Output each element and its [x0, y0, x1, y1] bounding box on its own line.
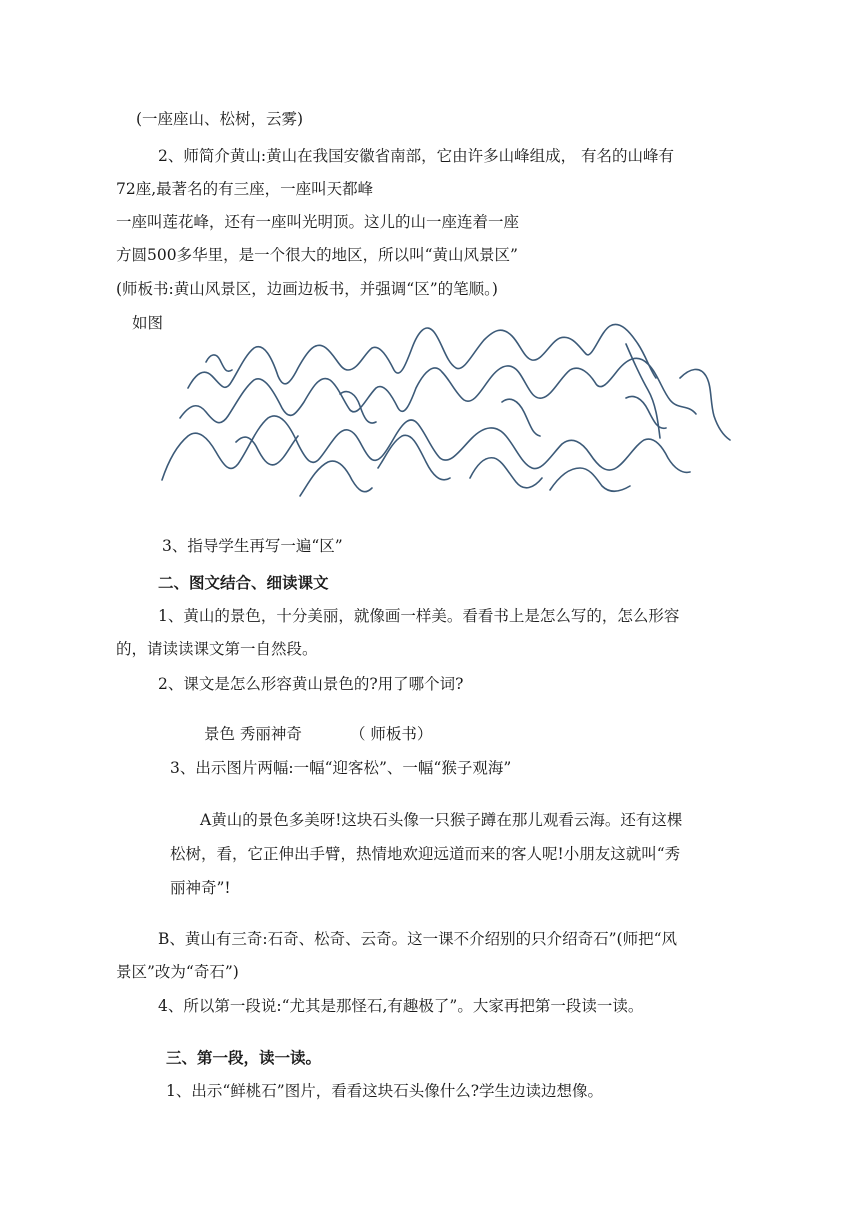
- line-area: 方圆500多华里，是一个很大的地区，所以叫“黄山风景区”: [116, 246, 518, 264]
- mountain-ridge-line: [680, 369, 730, 440]
- mountain-ridge-line: [162, 416, 690, 480]
- section-heading-2: 二、图文结合、细读课文: [158, 573, 329, 592]
- mountain-ridge-line: [626, 397, 666, 429]
- line-intro-items: (一座座山、松树，云雾): [136, 110, 304, 128]
- mountain-sketch: [140, 318, 740, 503]
- para-a-line-3: 丽神奇”!: [170, 879, 231, 897]
- para-b-line-1: B、黄山有三奇:石奇、松奇、云奇。这一课不介绍别的只介绍奇石”(师把“风: [158, 930, 678, 948]
- para-a-line-2: 松树，看，它正伸出手臂，热情地欢迎远道而来的客人呢!小朋友这就叫“秀: [170, 845, 681, 863]
- mountain-ridge-line: [206, 355, 232, 371]
- line-peaks-count: 72座,最著名的有三座，一座叫天都峰: [116, 180, 374, 198]
- mountain-ridge-line: [236, 436, 298, 465]
- mountain-ridge-line: [300, 461, 372, 496]
- para-b-line-2: 景区”改为“奇石”): [116, 963, 239, 981]
- para-2: 2、课文是怎么形容黄山景色的?用了哪个词?: [158, 675, 464, 693]
- para-5: 1、出示“鲜桃石”图片，看看这块石头像什么?学生边读边想像。: [166, 1082, 604, 1100]
- para-a-line-1: A黄山的景色多美呀!这块石头像一只猴子蹲在那儿观看云海。还有这棵: [200, 811, 683, 829]
- para-1-line-2: 的，请读读课文第一自然段。: [116, 640, 318, 658]
- line-board-note: (师板书:黄山风景区，边画边板书，并强调“区”的笔顺。): [116, 280, 498, 298]
- line-intro-huangshan: 2、师简介黄山:黄山在我国安徽省南部，它由许多山峰组成， 有名的山峰有: [158, 147, 675, 165]
- line-peak-names: 一座叫莲花峰，还有一座叫光明顶。这儿的山一座连着一座: [116, 213, 520, 231]
- line-write-again: 3、指导学生再写一遍“区”: [162, 537, 343, 555]
- board-text-note: （ 师板书）: [350, 725, 433, 743]
- mountain-ridge-line: [180, 358, 696, 422]
- mountain-ridge-line: [340, 392, 376, 423]
- section-heading-3: 三、第一段，读一读。: [166, 1048, 322, 1067]
- para-3: 3、出示图片两幅:一幅“迎客松”、一幅“猴子观海”: [170, 759, 512, 777]
- para-1-line-1: 1、黄山的景色，十分美丽，就像画一样美。看看书上是怎么写的，怎么形容: [158, 607, 680, 625]
- mountain-ridge-line: [626, 344, 660, 438]
- mountain-ridge-line: [502, 399, 540, 436]
- board-text-scenery: 景色 秀丽神奇: [204, 725, 302, 743]
- mountain-ridge-line: [470, 458, 542, 488]
- line-as-shown: 如图: [132, 314, 164, 332]
- para-4: 4、所以第一段说:“尤其是那怪石,有趣极了”。大家再把第一段读一读。: [158, 997, 644, 1015]
- mountain-ridge-line: [550, 468, 630, 491]
